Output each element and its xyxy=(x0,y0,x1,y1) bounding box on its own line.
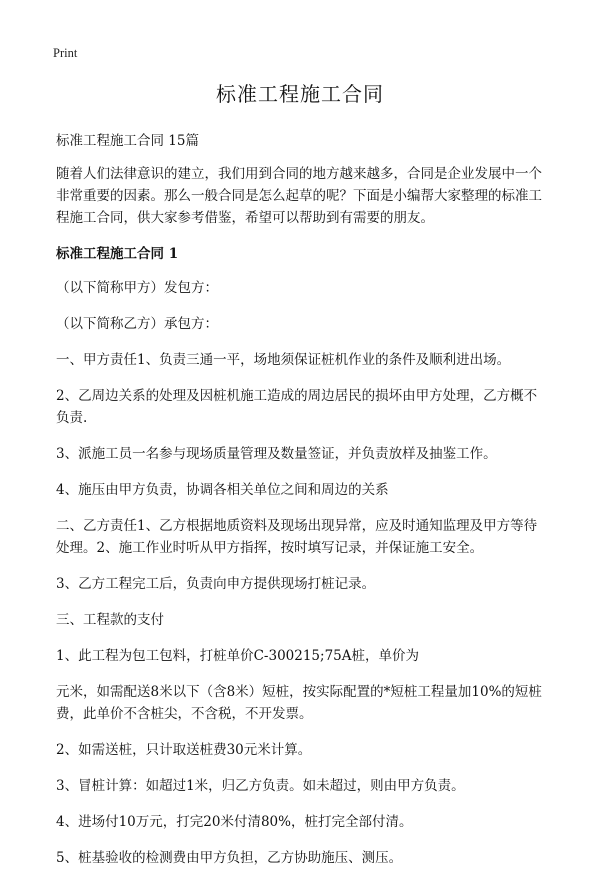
paragraph-party-a: （以下简称甲方）发包方： xyxy=(56,280,218,296)
paragraph-clause: 5、桩基验收的检测费由甲方负担，乙方协助施压、测压。 xyxy=(56,850,403,866)
document-subtitle: 标准工程施工合同 15篇 xyxy=(56,133,199,149)
print-link[interactable]: Print xyxy=(53,46,78,60)
paragraph-clause: 元米，如需配送8米以下（含8米）短桩，按实际配置的*短桩工程量加10%的短桩费，此单价不含桩尖，不含税，不开发票。 xyxy=(56,684,542,722)
paragraph-clause: 3、派施工员一名参与现场质量管理及数量签证，并负责放样及抽鉴工作。 xyxy=(56,446,497,462)
intro-paragraph: 随着人们法律意识的建立，我们用到合同的地方越来越多，合同是企业发展中一个非常重要的因素。那么一般合同是怎么起草的呢？下面是小编帮大家整理的标准工程施工合同，供大家参考借鉴，希望可以帮助到有需要的朋友。 xyxy=(56,166,542,226)
paragraph-clause: 1、此工程为包工包料，打桩单价C-300215;75A桩，单价为 xyxy=(56,648,419,664)
paragraph-clause: 3、冒桩计算：如超过1米，归乙方负责。如未超过，则由甲方负责。 xyxy=(56,778,465,794)
paragraph-clause: 3、乙方工程完工后，负责向申方提供现场打桩记录。 xyxy=(56,576,376,592)
paragraph-clause: 三、工程款的支付 xyxy=(56,612,164,628)
paragraph-clause: 一、甲方责任1、负责三通一平，场地须保证桩机作业的条件及顺利进出场。 xyxy=(56,352,511,368)
paragraph-party-b: （以下简称乙方）承包方： xyxy=(56,316,218,332)
document-title: 标准工程施工合同 xyxy=(216,82,384,106)
paragraph-clause: 2、如需送桩，只计取送桩费30元米计算。 xyxy=(56,742,312,758)
paragraph-clause: 2、乙周边关系的处理及因桩机施工造成的周边居民的损坏由甲方处理，乙方概不负责. xyxy=(56,388,538,426)
paragraph-clause: 二、乙方责任1、乙方根据地质资料及现场出现异常，应及时通知监理及甲方等待处理。2、施工作业时听从甲方指挥，按时填写记录，并保证施工安全。 xyxy=(56,518,538,556)
paragraph-clause: 4、施压由甲方负责，协调各相关单位之间和周边的关系 xyxy=(56,482,389,498)
paragraph-clause: 4、进场付10万元，打完20米付清80%，桩打完全部付清。 xyxy=(56,814,413,830)
section-heading: 标准工程施工合同 1 xyxy=(56,246,179,262)
